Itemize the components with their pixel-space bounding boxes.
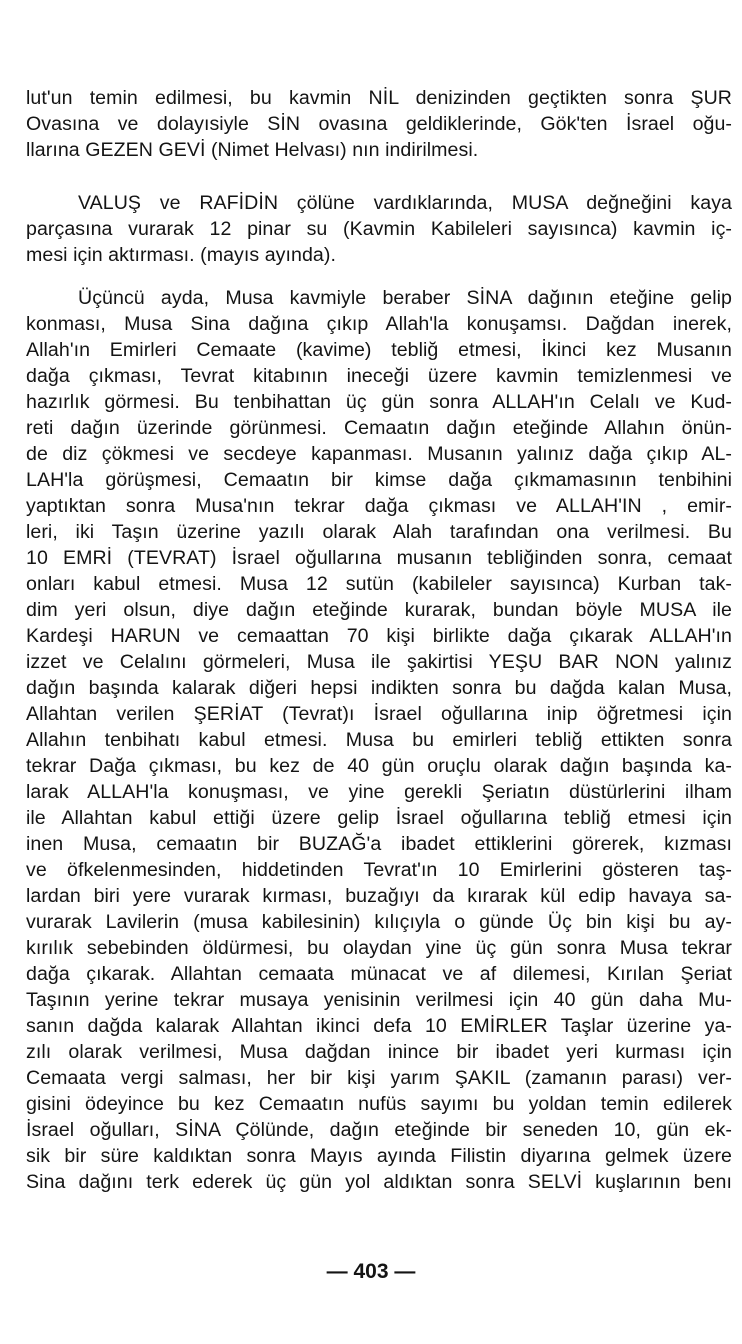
paragraph-line: onları kabul etmesi. Musa 12 sutün (kabileler sayısınca) Kurban tak- [26,573,732,595]
paragraph-line: lut'un temin edilmesi, bu kavmin NİL denizinden geçtikten sonra ŞUR [26,87,732,109]
paragraph-line: Ovasına ve dolayısiyle SİN ovasına geldiklerinde, Gök'ten İsrael oğu- [26,113,732,135]
paragraph-line: de diz çökmesi ve secdeye kapanması. Musanın yalınız dağa çıkıp AL- [26,443,732,465]
paragraph-line: inen Musa, cemaatın bir BUZAĞ'a ibadet ettiklerini görerek, kızması [26,833,732,855]
paragraph-line: yaptıktan sonra Musa'nın tekrar dağa çıkması ve ALLAH'IN , emir- [26,495,732,517]
paragraph-line: LAH'la görüşmesi, Cemaatın bir kimse dağa çıkmamasının tenbihini [26,469,732,491]
paragraph-line: dağın başında kalarak diğeri hepsi indikten sonra bu dağda kalan Musa, [26,677,732,699]
paragraph-line: zılı olarak verilmesi, Musa dağdan inince bir ibadet yeri kurması için [26,1041,732,1063]
paragraph-line: dağa çıkması, Tevrat kitabının ineceği üzere kavmin temizlenmesi ve [26,365,732,387]
paragraph-line: mesi için aktırması. (mayıs ayında). [26,244,336,266]
paragraph-line: tekrar Dağa çıkması, bu kez de 40 gün oruçlu olarak dağın başında ka- [26,755,732,777]
paragraph-line: vurarak Lavilerin (musa kabilesinin) kılıçıyla o günde Üç bin kişi bu ay- [26,911,732,933]
paragraph-line: larak ALLAH'la konuşması, ve yine gerekli Şeriatın düstürlerini ilham [26,781,732,803]
paragraph-line: ile Allahtan kabul ettiği üzere gelip İsrael oğullarına tebliğ etmesi için [26,807,732,829]
paragraph-line: sik bir süre kaldıktan sonra Mayıs ayında Filistin diyarına gelmek üzere [26,1145,732,1167]
paragraph-line: İsrael oğulları, SİNA Çölünde, dağın eteğinde bir seneden 10, gün ek- [26,1119,732,1141]
paragraph-line: Taşının yerine tekrar musaya yenisinin verilmesi için 40 gün daha Mu- [26,989,732,1011]
paragraph-line: parçasına vurarak 12 pinar su (Kavmin Kabileleri sayısınca) kavmin iç- [26,218,732,240]
paragraph-1 [26,85,732,163]
paragraph-line: Kardeşi HARUN ve cemaattan 70 kişi birlikte dağa çıkarak ALLAH'ın [26,625,732,647]
paragraph-line: leri, iki Taşın üzerine yazılı olarak Alah tarafından ona verilmesi. Bu [26,521,732,543]
paragraph-line: Üçüncü ayda, Musa kavmiyle beraber SİNA dağının eteğine gelip [78,287,732,309]
paragraph-line: dim yeri olsun, diye dağın eteğinde kurarak, bundan böyle MUSA ile [26,599,732,621]
paragraph-line: 10 EMRİ (TEVRAT) İsrael oğullarına musanın tebliğinden sonra, cemaat [26,547,732,569]
paragraph-line: dağa çıkarak. Allahtan cemaata münacat ve af dilemesi, Kırılan Şeriat [26,963,732,985]
paragraph-line: hazırlık görmesi. Bu tenbihattan üç gün sonra ALLAH'ın Celalı ve Kud- [26,391,732,413]
page-number: — 403 — [326,1260,416,1283]
paragraph-line: VALUŞ ve RAFİDİN çölüne vardıklarında, MUSA değneğini kaya [78,192,732,214]
paragraph-line: reti dağın üzerinde görünmesi. Cemaatın dağın eteğinde Allahın önün- [26,417,732,439]
paragraph-line: Sina dağını terk ederek üç gün yol aldıktan sonra SELVİ kuşlarının benı [26,1171,732,1193]
paragraph-line: ve öfkelenmesinden, hiddetinden Tevrat'ın 10 Emirlerini gösteren taş- [26,859,732,881]
paragraph-line: Cemaata vergi salması, her bir kişi yarım ŞAKIL (zamanın parası) ver- [26,1067,732,1089]
paragraph-line: kırılık sebebinden öldürmesi, bu olaydan yine üç gün sonra Musa tekrar [26,937,732,959]
paragraph-line: sanın dağda kalarak Allahtan ikinci defa 10 EMİRLER Taşlar üzerine ya- [26,1015,732,1037]
paragraph-line: Allah'ın Emirleri Cemaate (kavime) tebliğ etmesi, İkinci kez Musanın [26,339,732,361]
paragraph-line: gisini ödeyince bu kez Cemaatın nufüs sayımı bu yoldan temin edilerek [26,1093,732,1115]
paragraph-line: Allahtan verilen ŞERİAT (Tevrat)ı İsrael oğullarına inip öğretmesi için [26,703,732,725]
paragraph-3 [26,285,732,1195]
paragraph-line: lardan biri yere vurarak kırması, buzağıyı da kırarak kül edip havaya sa- [26,885,732,907]
paragraph-line: izzet ve Celalını görmeleri, Musa ile şakirtisi YEŞU BAR NON yalınız [26,651,732,673]
paragraph-line: llarına GEZEN GEVİ (Nimet Helvası) nın indirilmesi. [26,139,479,161]
paragraph-2 [26,190,732,268]
paragraph-line: Allahın tenbihatı kabul etmesi. Musa bu emirleri tebliğ ettikten sonra [26,729,732,751]
paragraph-line: konması, Musa Sina dağına çıkıp Allah'la konuşamsı. Dağdan inerek, [26,313,732,335]
